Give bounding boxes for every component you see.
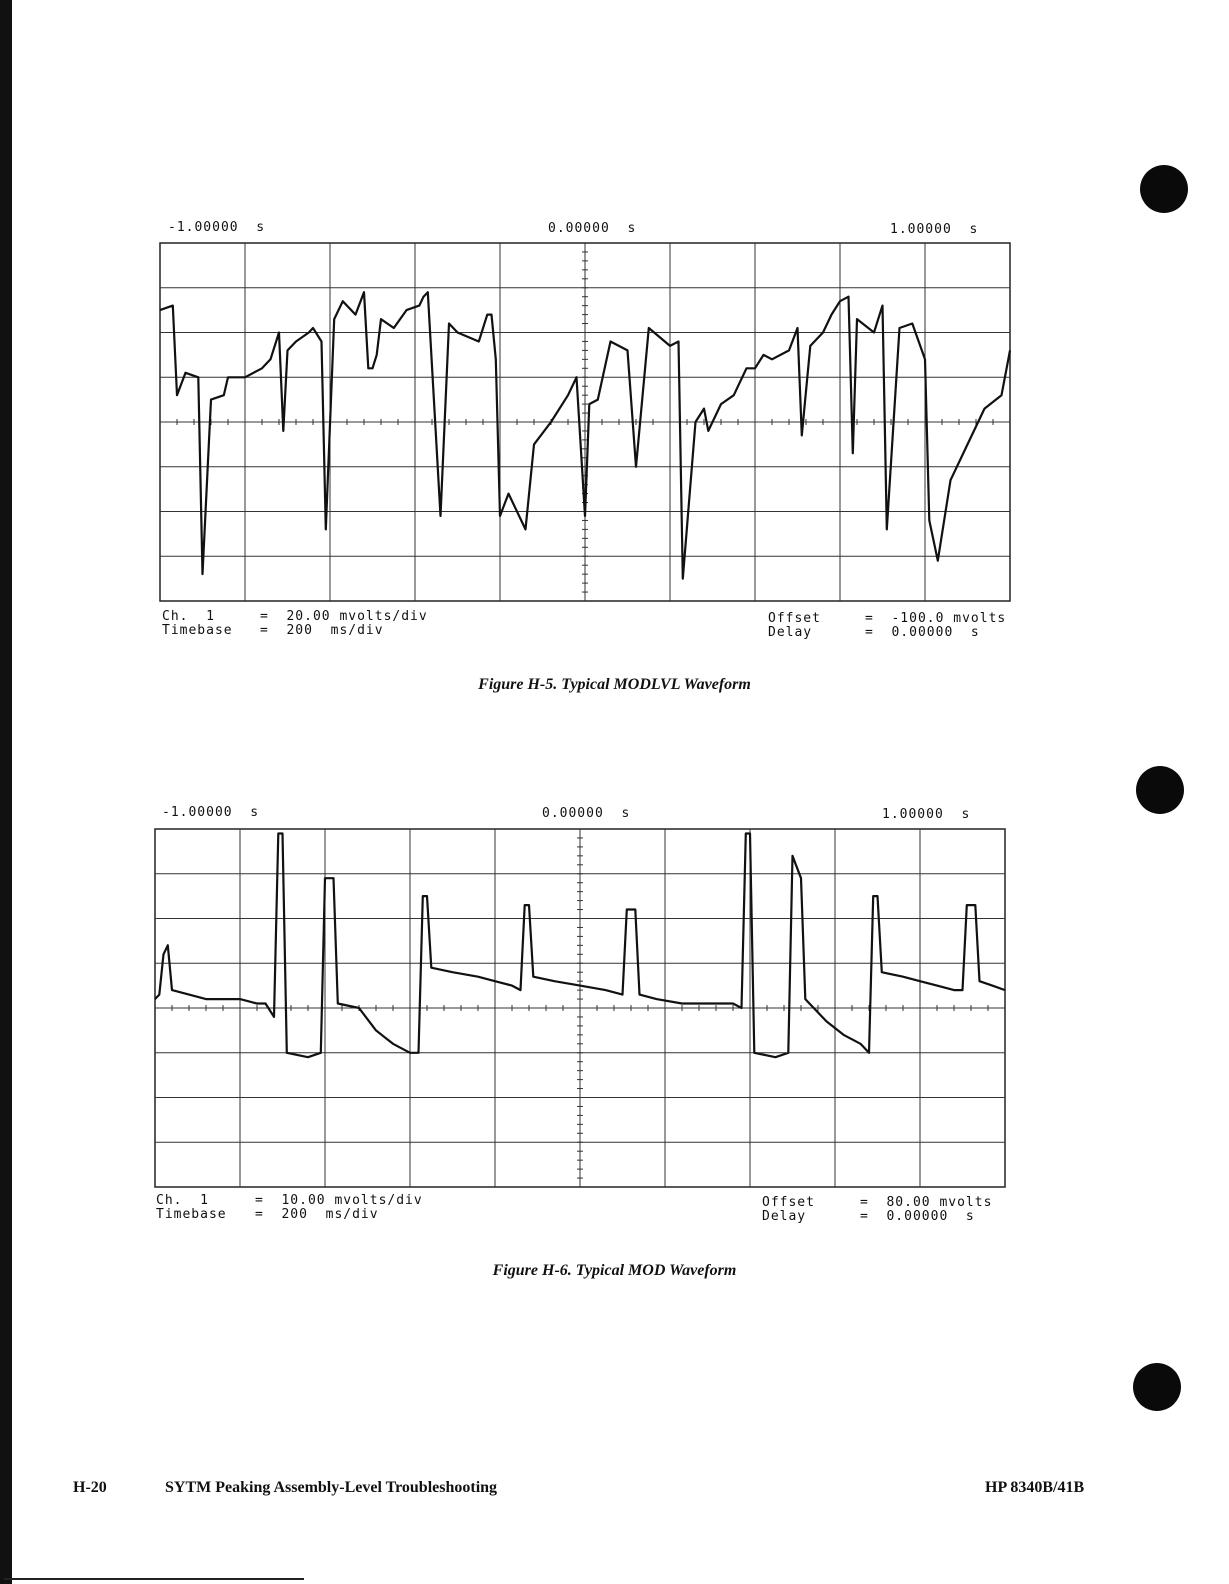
bottom-edge-rule (4, 1578, 304, 1580)
punch-hole-top (1140, 165, 1188, 213)
fig6-offset-label: Offset (762, 1195, 815, 1210)
fig6-timebase-label: Timebase (156, 1207, 227, 1222)
fig6-channel-label: Ch. 1 (156, 1193, 209, 1208)
fig5-offset-value: = -100.0 mvolts (865, 611, 1007, 626)
fig5-delay-label: Delay (768, 625, 813, 640)
fig6-delay-label: Delay (762, 1209, 807, 1224)
fig5-time-label-center: 0.00000 s (548, 221, 637, 236)
footer-page-number: H-20 (73, 1479, 107, 1496)
fig5-offset-label: Offset (768, 611, 821, 626)
fig6-timebase-value: = 200 ms/div (255, 1207, 379, 1222)
fig5-caption: Figure H-5. Typical MODLVL Waveform (478, 676, 751, 693)
fig6-time-label-right: 1.00000 s (882, 807, 971, 822)
fig5-delay-value: = 0.00000 s (865, 625, 980, 640)
fig5-timebase-value: = 200 ms/div (260, 623, 384, 638)
fig6-channel-value: = 10.00 mvolts/div (255, 1193, 423, 1208)
fig5-time-label-right: 1.00000 s (890, 222, 979, 237)
punch-hole-bottom (1133, 1363, 1181, 1411)
fig6-scope-display (155, 829, 1005, 1187)
fig6-time-label-center: 0.00000 s (542, 806, 631, 821)
fig6-delay-value: = 0.00000 s (860, 1209, 975, 1224)
fig6-time-label-left: -1.00000 s (162, 805, 260, 820)
punch-hole-middle (1136, 766, 1184, 814)
footer-model: HP 8340B/41B (985, 1479, 1085, 1496)
footer-section-title: SYTM Peaking Assembly-Level Troubleshooting (165, 1479, 498, 1496)
fig5-channel-label: Ch. 1 (162, 609, 215, 624)
fig5-timebase-label: Timebase (162, 623, 233, 638)
binding-edge (0, 0, 12, 1584)
fig5-channel-value: = 20.00 mvolts/div (260, 609, 428, 624)
fig6-offset-value: = 80.00 mvolts (860, 1195, 993, 1210)
fig6-waveform-chart (155, 829, 1005, 1187)
fig5-time-label-left: -1.00000 s (168, 220, 266, 235)
fig5-scope-display (160, 243, 1010, 601)
fig6-caption: Figure H-6. Typical MOD Waveform (492, 1262, 737, 1279)
fig5-waveform-chart (160, 243, 1010, 601)
